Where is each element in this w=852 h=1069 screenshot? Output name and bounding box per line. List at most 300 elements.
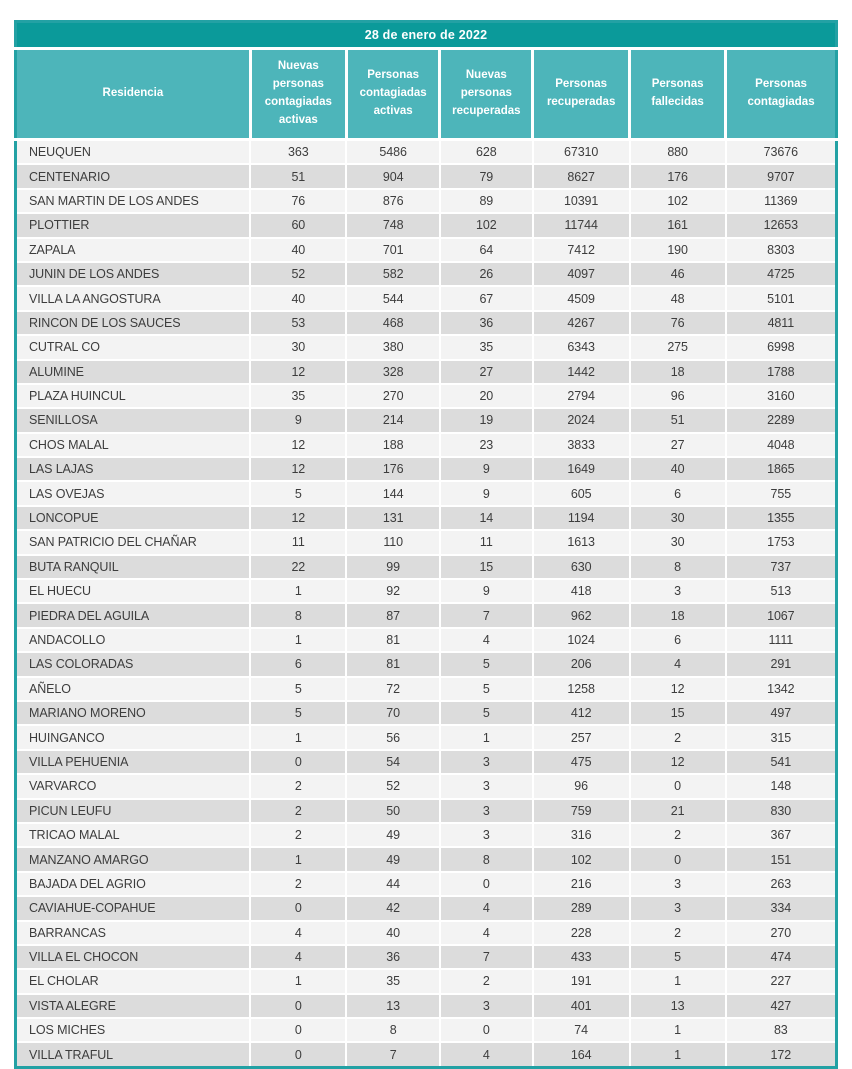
- residencia-cell: EL CHOLAR: [16, 969, 251, 993]
- value-cell: 76: [630, 311, 726, 335]
- covid-stats-table: [14, 20, 838, 1069]
- value-cell: 3: [440, 823, 533, 847]
- value-cell: 2: [630, 921, 726, 945]
- value-cell: 1: [250, 628, 346, 652]
- residencia-cell: ANDACOLLO: [16, 628, 251, 652]
- table-row: [16, 603, 837, 627]
- value-cell: 541: [726, 750, 837, 774]
- value-cell: 2: [440, 969, 533, 993]
- value-cell: 8627: [533, 164, 630, 188]
- table-row: [16, 701, 837, 725]
- value-cell: 12: [630, 750, 726, 774]
- column-header-3: Nuevas personas recuperadas: [440, 49, 533, 140]
- value-cell: 10391: [533, 189, 630, 213]
- value-cell: 40: [250, 286, 346, 310]
- value-cell: 701: [346, 238, 440, 262]
- value-cell: 1: [250, 725, 346, 749]
- table-row: [16, 628, 837, 652]
- value-cell: 49: [346, 847, 440, 871]
- value-cell: 4811: [726, 311, 837, 335]
- value-cell: 12: [630, 677, 726, 701]
- value-cell: 4267: [533, 311, 630, 335]
- value-cell: 880: [630, 140, 726, 165]
- value-cell: 4509: [533, 286, 630, 310]
- value-cell: 51: [250, 164, 346, 188]
- value-cell: 8303: [726, 238, 837, 262]
- value-cell: 102: [440, 213, 533, 237]
- table-row: [16, 579, 837, 603]
- value-cell: 1: [250, 847, 346, 871]
- residencia-cell: LOS MICHES: [16, 1018, 251, 1042]
- residencia-cell: NEUQUEN: [16, 140, 251, 165]
- value-cell: 0: [250, 750, 346, 774]
- table-row: [16, 213, 837, 237]
- value-cell: 40: [346, 921, 440, 945]
- table-row: [16, 408, 837, 432]
- value-cell: 27: [630, 433, 726, 457]
- value-cell: 1: [630, 1042, 726, 1067]
- residencia-cell: HUINGANCO: [16, 725, 251, 749]
- value-cell: 3: [440, 774, 533, 798]
- table-row: [16, 384, 837, 408]
- value-cell: 2794: [533, 384, 630, 408]
- value-cell: 1: [630, 1018, 726, 1042]
- table-row: [16, 481, 837, 505]
- value-cell: 605: [533, 481, 630, 505]
- residencia-cell: VARVARCO: [16, 774, 251, 798]
- value-cell: 35: [250, 384, 346, 408]
- value-cell: 6: [250, 652, 346, 676]
- value-cell: 35: [346, 969, 440, 993]
- residencia-cell: PLOTTIER: [16, 213, 251, 237]
- value-cell: 1649: [533, 457, 630, 481]
- value-cell: 8: [346, 1018, 440, 1042]
- column-header-6: Personas contagiadas: [726, 49, 837, 140]
- value-cell: 5486: [346, 140, 440, 165]
- residencia-cell: CENTENARIO: [16, 164, 251, 188]
- value-cell: 1: [250, 579, 346, 603]
- table-row: [16, 506, 837, 530]
- table-row: [16, 360, 837, 384]
- residencia-cell: SAN PATRICIO DEL CHAÑAR: [16, 530, 251, 554]
- value-cell: 46: [630, 262, 726, 286]
- value-cell: 6: [630, 628, 726, 652]
- value-cell: 474: [726, 945, 837, 969]
- value-cell: 1788: [726, 360, 837, 384]
- residencia-cell: SENILLOSA: [16, 408, 251, 432]
- value-cell: 830: [726, 799, 837, 823]
- value-cell: 2024: [533, 408, 630, 432]
- table-row: [16, 677, 837, 701]
- value-cell: 1: [630, 969, 726, 993]
- value-cell: 748: [346, 213, 440, 237]
- residencia-cell: VILLA LA ANGOSTURA: [16, 286, 251, 310]
- table-row: [16, 262, 837, 286]
- value-cell: 289: [533, 896, 630, 920]
- value-cell: 4: [630, 652, 726, 676]
- value-cell: 40: [630, 457, 726, 481]
- value-cell: 81: [346, 652, 440, 676]
- residencia-cell: LONCOPUE: [16, 506, 251, 530]
- value-cell: 334: [726, 896, 837, 920]
- value-cell: 3: [630, 896, 726, 920]
- residencia-cell: LAS COLORADAS: [16, 652, 251, 676]
- value-cell: 5: [250, 701, 346, 725]
- value-cell: 380: [346, 335, 440, 359]
- value-cell: 401: [533, 994, 630, 1018]
- value-cell: 96: [630, 384, 726, 408]
- value-cell: 23: [440, 433, 533, 457]
- value-cell: 2: [630, 725, 726, 749]
- table-row: [16, 189, 837, 213]
- residencia-cell: BAJADA DEL AGRIO: [16, 872, 251, 896]
- table-date-title: 28 de enero de 2022: [16, 22, 837, 49]
- value-cell: 544: [346, 286, 440, 310]
- value-cell: 1442: [533, 360, 630, 384]
- residencia-cell: TRICAO MALAL: [16, 823, 251, 847]
- residencia-cell: JUNIN DE LOS ANDES: [16, 262, 251, 286]
- table-row: [16, 847, 837, 871]
- value-cell: 275: [630, 335, 726, 359]
- value-cell: 89: [440, 189, 533, 213]
- value-cell: 9: [440, 579, 533, 603]
- value-cell: 22: [250, 555, 346, 579]
- residencia-cell: CUTRAL CO: [16, 335, 251, 359]
- value-cell: 3: [630, 579, 726, 603]
- table-body: [16, 140, 837, 1068]
- value-cell: 67310: [533, 140, 630, 165]
- table-row: [16, 652, 837, 676]
- residencia-cell: PLAZA HUINCUL: [16, 384, 251, 408]
- value-cell: 99: [346, 555, 440, 579]
- table-row: [16, 872, 837, 896]
- table-date-row: [16, 22, 837, 49]
- value-cell: 228: [533, 921, 630, 945]
- value-cell: 4: [440, 628, 533, 652]
- value-cell: 13: [630, 994, 726, 1018]
- value-cell: 9: [250, 408, 346, 432]
- value-cell: 412: [533, 701, 630, 725]
- residencia-cell: BUTA RANQUIL: [16, 555, 251, 579]
- table-row: [16, 896, 837, 920]
- value-cell: 64: [440, 238, 533, 262]
- value-cell: 21: [630, 799, 726, 823]
- value-cell: 0: [250, 1042, 346, 1067]
- residencia-cell: BARRANCAS: [16, 921, 251, 945]
- value-cell: 30: [250, 335, 346, 359]
- value-cell: 0: [250, 1018, 346, 1042]
- value-cell: 5: [440, 677, 533, 701]
- residencia-cell: ZAPALA: [16, 238, 251, 262]
- value-cell: 2: [250, 799, 346, 823]
- value-cell: 1342: [726, 677, 837, 701]
- value-cell: 270: [346, 384, 440, 408]
- value-cell: 628: [440, 140, 533, 165]
- residencia-cell: CAVIAHUE-COPAHUE: [16, 896, 251, 920]
- value-cell: 0: [630, 774, 726, 798]
- value-cell: 48: [630, 286, 726, 310]
- value-cell: 214: [346, 408, 440, 432]
- value-cell: 0: [250, 994, 346, 1018]
- value-cell: 102: [630, 189, 726, 213]
- value-cell: 53: [250, 311, 346, 335]
- value-cell: 497: [726, 701, 837, 725]
- value-cell: 0: [440, 1018, 533, 1042]
- column-header-2: Personas contagiadas activas: [346, 49, 440, 140]
- column-header-row: [16, 49, 837, 140]
- value-cell: 1: [250, 969, 346, 993]
- value-cell: 3: [440, 994, 533, 1018]
- table-row: [16, 530, 837, 554]
- value-cell: 35: [440, 335, 533, 359]
- value-cell: 475: [533, 750, 630, 774]
- value-cell: 79: [440, 164, 533, 188]
- value-cell: 52: [250, 262, 346, 286]
- value-cell: 1865: [726, 457, 837, 481]
- value-cell: 172: [726, 1042, 837, 1067]
- value-cell: 216: [533, 872, 630, 896]
- value-cell: 11: [250, 530, 346, 554]
- value-cell: 96: [533, 774, 630, 798]
- column-header-5: Personas fallecidas: [630, 49, 726, 140]
- residencia-cell: VILLA PEHUENIA: [16, 750, 251, 774]
- residencia-cell: VILLA EL CHOCON: [16, 945, 251, 969]
- value-cell: 11369: [726, 189, 837, 213]
- residencia-cell: MANZANO AMARGO: [16, 847, 251, 871]
- value-cell: 42: [346, 896, 440, 920]
- value-cell: 36: [346, 945, 440, 969]
- value-cell: 263: [726, 872, 837, 896]
- value-cell: 315: [726, 725, 837, 749]
- value-cell: 5: [630, 945, 726, 969]
- value-cell: 1024: [533, 628, 630, 652]
- value-cell: 188: [346, 433, 440, 457]
- value-cell: 11: [440, 530, 533, 554]
- column-header-1: Nuevas personas contagiadas activas: [250, 49, 346, 140]
- residencia-cell: SAN MARTIN DE LOS ANDES: [16, 189, 251, 213]
- value-cell: 5: [250, 677, 346, 701]
- value-cell: 83: [726, 1018, 837, 1042]
- value-cell: 6343: [533, 335, 630, 359]
- value-cell: 257: [533, 725, 630, 749]
- value-cell: 151: [726, 847, 837, 871]
- table-row: [16, 1042, 837, 1067]
- value-cell: 176: [346, 457, 440, 481]
- value-cell: 191: [533, 969, 630, 993]
- value-cell: 759: [533, 799, 630, 823]
- column-header-0: Residencia: [16, 49, 251, 140]
- value-cell: 161: [630, 213, 726, 237]
- table-row: [16, 823, 837, 847]
- table-row: [16, 969, 837, 993]
- table-row: [16, 238, 837, 262]
- residencia-cell: ALUMINE: [16, 360, 251, 384]
- value-cell: 36: [440, 311, 533, 335]
- value-cell: 1067: [726, 603, 837, 627]
- value-cell: 1: [440, 725, 533, 749]
- value-cell: 3833: [533, 433, 630, 457]
- residencia-cell: RINCON DE LOS SAUCES: [16, 311, 251, 335]
- value-cell: 1258: [533, 677, 630, 701]
- value-cell: 14: [440, 506, 533, 530]
- value-cell: 190: [630, 238, 726, 262]
- value-cell: 737: [726, 555, 837, 579]
- value-cell: 110: [346, 530, 440, 554]
- table-row: [16, 750, 837, 774]
- value-cell: 9707: [726, 164, 837, 188]
- value-cell: 876: [346, 189, 440, 213]
- value-cell: 6998: [726, 335, 837, 359]
- value-cell: 12: [250, 360, 346, 384]
- value-cell: 30: [630, 506, 726, 530]
- value-cell: 76: [250, 189, 346, 213]
- value-cell: 144: [346, 481, 440, 505]
- value-cell: 56: [346, 725, 440, 749]
- value-cell: 27: [440, 360, 533, 384]
- value-cell: 60: [250, 213, 346, 237]
- value-cell: 87: [346, 603, 440, 627]
- table-row: [16, 774, 837, 798]
- value-cell: 0: [440, 872, 533, 896]
- residencia-cell: LAS LAJAS: [16, 457, 251, 481]
- table-row: [16, 433, 837, 457]
- value-cell: 4: [440, 896, 533, 920]
- table-row: [16, 335, 837, 359]
- value-cell: 8: [630, 555, 726, 579]
- value-cell: 206: [533, 652, 630, 676]
- value-cell: 30: [630, 530, 726, 554]
- value-cell: 15: [440, 555, 533, 579]
- value-cell: 9: [440, 481, 533, 505]
- value-cell: 54: [346, 750, 440, 774]
- residencia-cell: CHOS MALAL: [16, 433, 251, 457]
- value-cell: 67: [440, 286, 533, 310]
- value-cell: 2: [250, 872, 346, 896]
- value-cell: 1194: [533, 506, 630, 530]
- value-cell: 962: [533, 603, 630, 627]
- value-cell: 15: [630, 701, 726, 725]
- value-cell: 18: [630, 603, 726, 627]
- value-cell: 418: [533, 579, 630, 603]
- value-cell: 3: [630, 872, 726, 896]
- value-cell: 630: [533, 555, 630, 579]
- value-cell: 5101: [726, 286, 837, 310]
- value-cell: 1111: [726, 628, 837, 652]
- table-row: [16, 725, 837, 749]
- value-cell: 2: [250, 823, 346, 847]
- value-cell: 2289: [726, 408, 837, 432]
- value-cell: 73676: [726, 140, 837, 165]
- residencia-cell: PICUN LEUFU: [16, 799, 251, 823]
- value-cell: 81: [346, 628, 440, 652]
- residencia-cell: AÑELO: [16, 677, 251, 701]
- table-row: [16, 799, 837, 823]
- value-cell: 102: [533, 847, 630, 871]
- value-cell: 9: [440, 457, 533, 481]
- value-cell: 164: [533, 1042, 630, 1067]
- value-cell: 755: [726, 481, 837, 505]
- value-cell: 433: [533, 945, 630, 969]
- table-row: [16, 311, 837, 335]
- value-cell: 19: [440, 408, 533, 432]
- table-row: [16, 994, 837, 1018]
- value-cell: 4725: [726, 262, 837, 286]
- value-cell: 52: [346, 774, 440, 798]
- value-cell: 904: [346, 164, 440, 188]
- value-cell: 291: [726, 652, 837, 676]
- value-cell: 0: [250, 896, 346, 920]
- column-header-4: Personas recuperadas: [533, 49, 630, 140]
- value-cell: 18: [630, 360, 726, 384]
- table-row: [16, 1018, 837, 1042]
- value-cell: 4: [440, 921, 533, 945]
- value-cell: 0: [630, 847, 726, 871]
- value-cell: 12: [250, 433, 346, 457]
- value-cell: 7: [440, 603, 533, 627]
- table-row: [16, 286, 837, 310]
- residencia-cell: PIEDRA DEL AGUILA: [16, 603, 251, 627]
- table-row: [16, 140, 837, 165]
- value-cell: 4: [250, 921, 346, 945]
- value-cell: 4: [440, 1042, 533, 1067]
- value-cell: 6: [630, 481, 726, 505]
- value-cell: 40: [250, 238, 346, 262]
- value-cell: 13: [346, 994, 440, 1018]
- value-cell: 2: [630, 823, 726, 847]
- value-cell: 26: [440, 262, 533, 286]
- residencia-cell: LAS OVEJAS: [16, 481, 251, 505]
- value-cell: 92: [346, 579, 440, 603]
- value-cell: 7: [346, 1042, 440, 1067]
- value-cell: 3: [440, 799, 533, 823]
- value-cell: 70: [346, 701, 440, 725]
- value-cell: 72: [346, 677, 440, 701]
- value-cell: 5: [440, 701, 533, 725]
- value-cell: 468: [346, 311, 440, 335]
- value-cell: 4: [250, 945, 346, 969]
- value-cell: 1613: [533, 530, 630, 554]
- value-cell: 4097: [533, 262, 630, 286]
- value-cell: 513: [726, 579, 837, 603]
- table-row: [16, 457, 837, 481]
- value-cell: 270: [726, 921, 837, 945]
- value-cell: 1753: [726, 530, 837, 554]
- value-cell: 7: [440, 945, 533, 969]
- value-cell: 176: [630, 164, 726, 188]
- value-cell: 50: [346, 799, 440, 823]
- value-cell: 227: [726, 969, 837, 993]
- value-cell: 367: [726, 823, 837, 847]
- value-cell: 20: [440, 384, 533, 408]
- residencia-cell: MARIANO MORENO: [16, 701, 251, 725]
- value-cell: 44: [346, 872, 440, 896]
- table-row: [16, 164, 837, 188]
- table-row: [16, 921, 837, 945]
- value-cell: 51: [630, 408, 726, 432]
- value-cell: 12653: [726, 213, 837, 237]
- value-cell: 49: [346, 823, 440, 847]
- value-cell: 131: [346, 506, 440, 530]
- value-cell: 8: [250, 603, 346, 627]
- value-cell: 12: [250, 457, 346, 481]
- value-cell: 363: [250, 140, 346, 165]
- value-cell: 3: [440, 750, 533, 774]
- value-cell: 3160: [726, 384, 837, 408]
- value-cell: 582: [346, 262, 440, 286]
- value-cell: 5: [250, 481, 346, 505]
- value-cell: 4048: [726, 433, 837, 457]
- residencia-cell: EL HUECU: [16, 579, 251, 603]
